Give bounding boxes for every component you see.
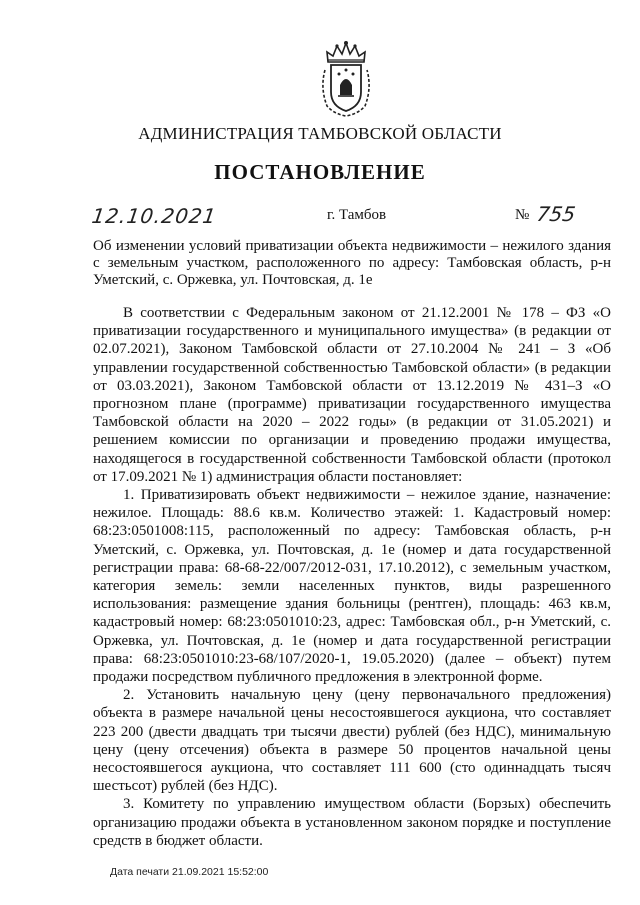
item-1-paragraph: 1. Приватизировать объект недвижимости – нежилое здание, назначение: нежилое. Площадь: 88.6 кв.м. Количество этажей: 1. Кадастровый номер: 68:23:0501008:115, расположенный по адресу: Тамбовская область, р-н Уметский, с. Оржевка, ул. Почтовская, д. 1е (номер и дата государственной регистрации права: 68-68-22/007/2012-031, 17.10.2012), с земельным участком, категория земель: земли населенных пунктов, виды разрешенного использования: размещение здания больницы (рентген), площадь: 463 кв.м, кадастровый номер: 68:23:0501010:23, адрес: Тамбовская обл., р-н Уметский, с. Оржевка, ул. Почтовская, д. 1е (номер и дата государственной регистрации права: 68:23:0501010:23-68/107/2020-1, 19.05.2020) (далее – объект) путем продажи посредством публичного предложения в электронной форме. <box>93 487 611 686</box>
print-date: Дата печати 21.09.2021 15:52:00 <box>110 866 269 878</box>
issuing-authority: АДМИНИСТРАЦИЯ ТАМБОВСКОЙ ОБЛАСТИ <box>138 124 502 143</box>
document-type-title: ПОСТАНОВЛЕНИЕ <box>214 160 426 184</box>
document-subject: Об изменении условий приватизации объекта недвижимости – нежилого здания с земельным участком, расположенного по адресу: Тамбовская область, р-н Уметский, с. Оржевка, ул. Почтовская, д. 1е <box>93 238 611 288</box>
city: г. Тамбов <box>327 207 387 223</box>
item-2-paragraph: 2. Установить начальную цену (цену первоначального предложения) объекта в размере начальной цены несостоявшегося аукциона, что составляет 223 200 (двести двадцать три тысячи двести) рублей (без НДС), минимальную цену (цену отсечения) объекта в размере 50 процентов начальной цены несостоявшегося аукциона, что составляет 111 600 (сто одиннадцать тысяч шестьсот) рублей (без НДС). <box>93 687 611 795</box>
tambov-coat-of-arms-icon <box>319 40 373 118</box>
handwritten-date: 12.10.2021 <box>90 204 219 228</box>
preamble-paragraph: В соответствии с Федеральным законом от 21.12.2001 № 178 – ФЗ «О приватизации государственного и муниципального имущества» (в редакции от 02.07.2021), Законом Тамбовской области от 27.10.2004 № 241 – З «Об управлении государственной собственностью Тамбовской области» (в редакции от 03.03.2021), Законом Тамбовской области от 13.12.2019 № 431–З «О прогнозном плане (программе) приватизации государственного имущества Тамбовской области на 2020 – 2022 годы» (в редакции от 31.05.2021) и решением комиссии по организации и проведению продажи имущества, находящегося в государственной собственности Тамбовской области (протокол от 17.09.2021 № 1) администрация области постановляет: <box>93 305 611 485</box>
number-label: № <box>515 207 530 223</box>
item-3-paragraph: 3. Комитету по управлению имуществом области (Борзых) обеспечить организацию продажи объекта в установленном законом порядке и поступление средств в бюджет области. <box>93 796 611 849</box>
handwritten-number: 755 <box>535 202 577 226</box>
document-body <box>93 304 611 850</box>
